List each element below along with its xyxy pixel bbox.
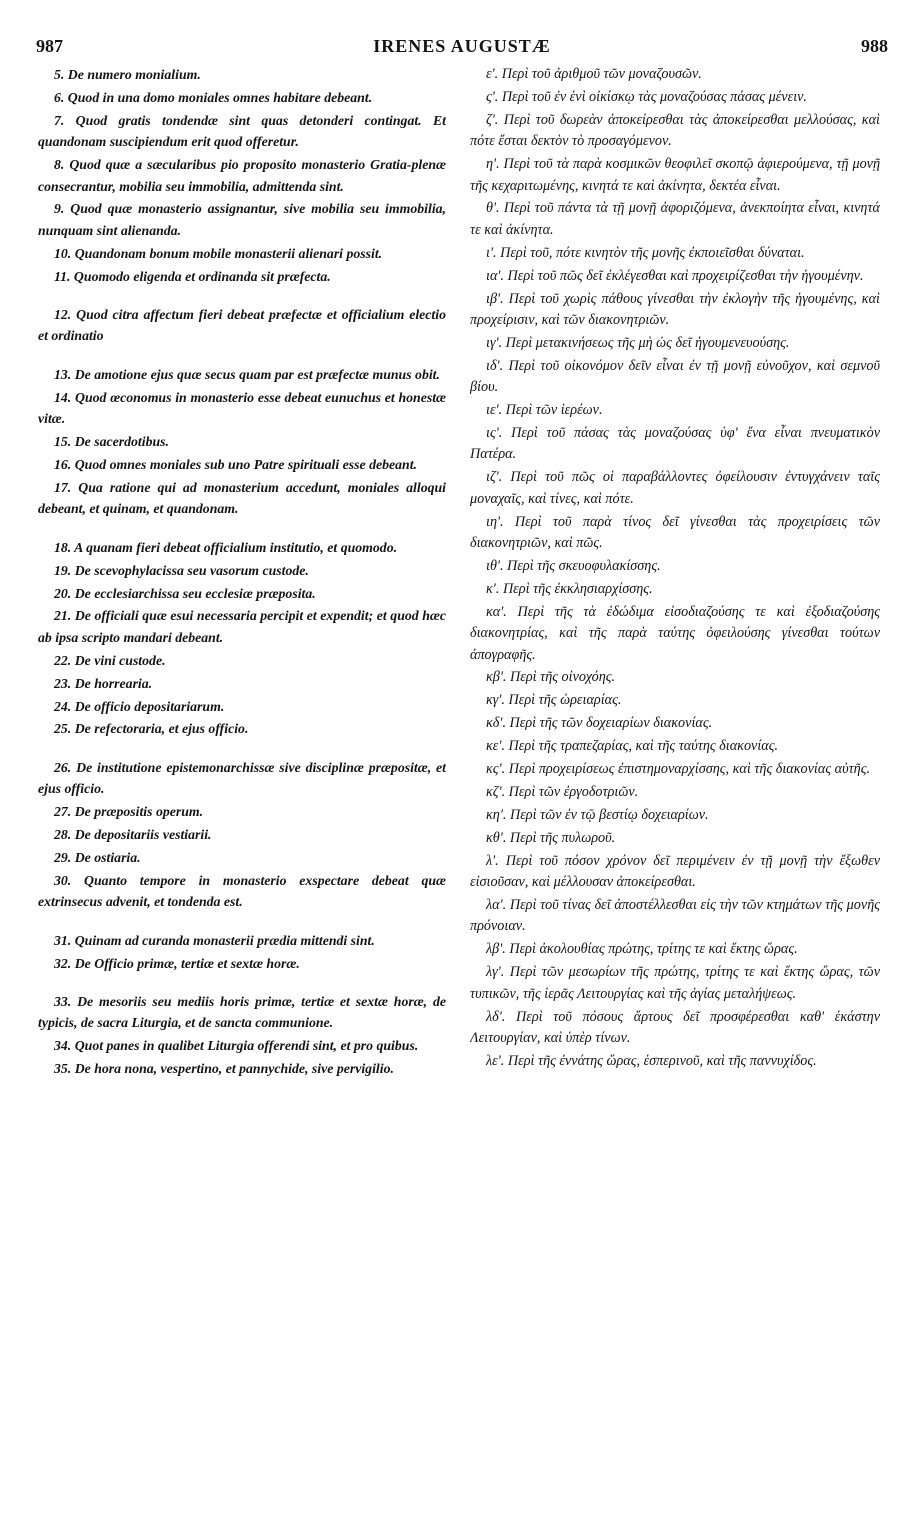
latin-entry: 35. De hora nona, vespertino, et pannychide, sive pervigilio.: [54, 1061, 394, 1077]
latin-entry: 8. Quod quæ a sæcularibus pio proposito monasterio Gratia-plenæ consecrantur, mobilia seu immobilia, admittenda sint.: [38, 157, 446, 194]
greek-entry: ια'. Περὶ τοῦ πῶς δεῖ ἐκλέγεσθαι καὶ προχειρίζεσθαι τὴν ἡγουμένην.: [486, 267, 864, 284]
greek-entry: ιη'. Περὶ τοῦ παρὰ τίνος δεῖ γίνεσθαι τὰς προχειρίσεις τῶν διακονητριῶν, καὶ πῶς.: [470, 513, 880, 552]
latin-entry: 15. De sacerdotibus.: [54, 434, 169, 450]
greek-entry: ι'. Περὶ τοῦ, πότε κινητὸν τῆς μονῆς ἐκποιεῖσθαι δύναται.: [486, 244, 805, 261]
greek-entry: κζ'. Περὶ τῶν ἐργοδοτριῶν.: [486, 784, 639, 800]
latin-column: [38, 64, 446, 1500]
greek-entry: κγ'. Περὶ τῆς ὡρειαρίας.: [486, 692, 622, 709]
latin-entry: 20. De ecclesiarchissa seu ecclesiæ præposita.: [54, 585, 316, 601]
latin-entry: 12. Quod citra affectum fieri debeat præfectæ et officialium electio et ordinatio: [38, 307, 446, 344]
latin-entry: 5. De numero monialium.: [54, 67, 201, 82]
greek-entry: ιζ'. Περὶ τοῦ πῶς οἱ παραβάλλοντες ὀφείλουσιν ἐντυγχάνειν ταῖς μοναχαῖς, καὶ τίνες, καὶ πότε.: [470, 469, 880, 507]
latin-entry: 13. De amotione ejus quæ secus quam par est præfectæ munus obit.: [54, 366, 440, 382]
latin-entry: 17. Qua ratione qui ad monasterium accedunt, moniales alloqui debeant, et quinam, et quandonam.: [38, 479, 446, 517]
latin-entry: 14. Quod œconomus in monasterio esse debeat eunuchus et honestæ vitæ.: [38, 389, 446, 427]
latin-entry: 6. Quod in una domo moniales omnes habitare debeant.: [54, 89, 373, 105]
latin-entry: 33. De mesoriis seu mediis horis primæ, tertiæ et sextæ horæ, de typicis, de sacra Liturgia, et de sancta communione.: [38, 994, 446, 1031]
greek-entry: κς'. Περὶ προχειρίσεως ἐπιστημοναρχίσσης, καὶ τῆς διακονίας αὐτῆς.: [486, 761, 870, 778]
greek-entry: η'. Περὶ τοῦ τὰ παρὰ κοσμικῶν θεοφιλεῖ σκοπῷ ἀφιερούμενα, τῇ μονῇ τῆς κεχαριτωμένης, κινητά τε καὶ ἀκίνητα, δεκτέα εἶναι.: [470, 156, 880, 194]
greek-entry: κθ'. Περὶ τῆς πυλωροῦ.: [486, 829, 616, 846]
latin-entry: 22. De vini custode.: [54, 652, 166, 668]
latin-entry: 30. Quanto tempore in monasterio exspectare debeat quæ extrinsecus advenit, et tondenda est.: [38, 872, 446, 910]
latin-entry: 27. De præpositis operum.: [54, 804, 204, 820]
running-title: IRENES AUGUSTÆ: [373, 36, 551, 56]
latin-entry: 10. Quandonam bonum mobile monasterii alienari possit.: [54, 245, 383, 261]
greek-entry: λγ'. Περὶ τῶν μεσωρίων τῆς πρώτης, τρίτης τε καὶ ἕκτης ὥρας, τῶν τυπικῶν, τῆς ἱερᾶς Λειτουργίας καὶ τῆς ἁγίας μεταλήψεως.: [470, 964, 880, 1002]
greek-entry: κη'. Περὶ τῶν ἐν τῷ βεστίῳ δοχειαρίων.: [486, 806, 709, 823]
greek-entry: κδ'. Περὶ τῆς τῶν δοχειαρίων διακονίας.: [486, 715, 713, 732]
greek-entry: λ'. Περὶ τοῦ πόσον χρόνον δεῖ περιμένειν ἐν τῇ μονῇ τὴν ἔξωθεν εἰσιοῦσαν, καὶ μέλλουσαν ἀποκείρεσθαι.: [470, 852, 880, 891]
latin-entry: 16. Quod omnes moniales sub uno Patre spirituali esse debeant.: [54, 457, 417, 472]
latin-entry: 24. De officio depositariarum.: [54, 698, 225, 714]
greek-entry: κβ'. Περὶ τῆς οἰνοχόης.: [486, 669, 616, 686]
greek-entry: ιθ'. Περὶ τῆς σκευοφυλακίσσης.: [486, 557, 661, 574]
page-number-right: 988: [861, 36, 888, 56]
greek-entry: ιγ'. Περὶ μετακινήσεως τῆς μὴ ὡς δεῖ ἡγουμενευούσης.: [486, 334, 790, 351]
greek-entry: ε'. Περὶ τοῦ ἀριθμοῦ τῶν μοναζουσῶν.: [486, 66, 702, 82]
greek-entry: ιε'. Περὶ τῶν ἱερέων.: [486, 402, 603, 419]
greek-entry: κ'. Περὶ τῆς ἐκκλησιαρχίσσης.: [486, 580, 653, 597]
latin-entry: 9. Quod quæ monasterio assignantur, sive mobilia seu immobilia, nunquam sint alienanda.: [38, 201, 446, 238]
greek-entry: λβ'. Περὶ ἀκολουθίας πρώτης, τρίτης τε καὶ ἕκτης ὥρας.: [486, 941, 798, 958]
page-number-left: 987: [36, 36, 63, 56]
greek-entry: ζ'. Περὶ τοῦ δωρεὰν ἀποκείρεσθαι τὰς ἀποκείρεσθαι μελλούσας, καὶ πότε ἔσται δεκτὸν τὸ προσαγόμενον.: [470, 111, 880, 150]
latin-entry: 25. De refectoraria, et ejus officio.: [54, 721, 249, 737]
latin-entry: 23. De horrearia.: [54, 675, 153, 691]
latin-entry: 11. Quomodo eligenda et ordinanda sit præfecta.: [54, 268, 331, 284]
latin-entry: 7. Quod gratis tondendæ sint quas detonderi contingat. Et quandonam suscipiendum erit quod offeretur.: [38, 112, 446, 150]
latin-entry: 18. A quanam fieri debeat officialium institutio, et quomodo.: [54, 539, 398, 555]
greek-entry: ιβ'. Περὶ τοῦ χωρὶς πάθους γίνεσθαι τὴν ἐκλογὴν τῆς ἡγουμένης, καὶ προχείρισιν, καὶ τῶν διακονητριῶν.: [470, 290, 880, 328]
greek-entry: ιδ'. Περὶ τοῦ οἰκονόμον δεῖν εἶναι ἐν τῇ μονῇ εὐνοῦχον, καὶ σεμνοῦ βίου.: [470, 357, 880, 396]
greek-entry: ς'. Περὶ τοῦ ἐν ἑνὶ οἰκίσκῳ τὰς μοναζούσας πάσας μένειν.: [486, 88, 807, 105]
latin-entry: 26. De institutione epistemonarchissæ sive disciplinæ præpositæ, et ejus officio.: [38, 759, 446, 797]
latin-entry: 29. De ostiaria.: [54, 850, 141, 865]
greek-entry: κα'. Περὶ τῆς τὰ ἐδώδιμα εἰσοδιαζούσης τε καὶ ἐξοδιαζούσης διακονητρίας, καὶ τῆς παρὰ ταύτης ὀφειλούσης γίνεσθαι τούτων ἀπογραφῆς.: [470, 603, 880, 663]
greek-entry: ις'. Περὶ τοῦ πάσας τὰς μοναζούσας ὑφ' ἕνα εἶναι πνευματικὸν Πατέρα.: [470, 425, 880, 463]
greek-entry: λα'. Περὶ τοῦ τίνας δεῖ ἀποστέλλεσθαι εἰς τὴν τῶν κτημάτων τῆς μονῆς πρόνοιαν.: [470, 897, 880, 935]
latin-entry: 31. Quinam ad curanda monasterii prædia mittendi sint.: [54, 932, 375, 948]
latin-entry: 32. De Officio primæ, tertiæ et sextæ horæ.: [54, 955, 300, 971]
running-header: [36, 36, 888, 60]
greek-entry: λδ'. Περὶ τοῦ πόσους ἄρτους δεῖ προσφέρεσθαι καθ' ἑκάστην Λειτουργίαν, καὶ ὑπὲρ τίνων.: [470, 1008, 880, 1046]
latin-entry: 21. De officiali quæ esui necessaria percipit et expendit; et quod hæc ab ipsa scripto mandari debeant.: [38, 608, 446, 645]
latin-entry: 34. Quot panes in qualibet Liturgia offerendi sint, et pro quibus.: [54, 1038, 419, 1054]
latin-entry: 28. De depositariis vestiarii.: [54, 827, 212, 843]
greek-entry: λε'. Περὶ τῆς ἐννάτης ὥρας, ἑσπερινοῦ, καὶ τῆς παννυχίδος.: [486, 1052, 817, 1069]
latin-entry: 19. De scevophylacissa seu vasorum custode.: [54, 562, 309, 578]
greek-entry: κε'. Περὶ τῆς τραπεζαρίας, καὶ τῆς ταύτης διακονίας.: [486, 738, 779, 755]
greek-column: [470, 64, 880, 1500]
greek-entry: θ'. Περὶ τοῦ πάντα τὰ τῇ μονῇ ἀφοριζόμενα, ἀνεκποίητα εἶναι, κινητά τε καὶ ἀκίνητα.: [470, 200, 880, 238]
